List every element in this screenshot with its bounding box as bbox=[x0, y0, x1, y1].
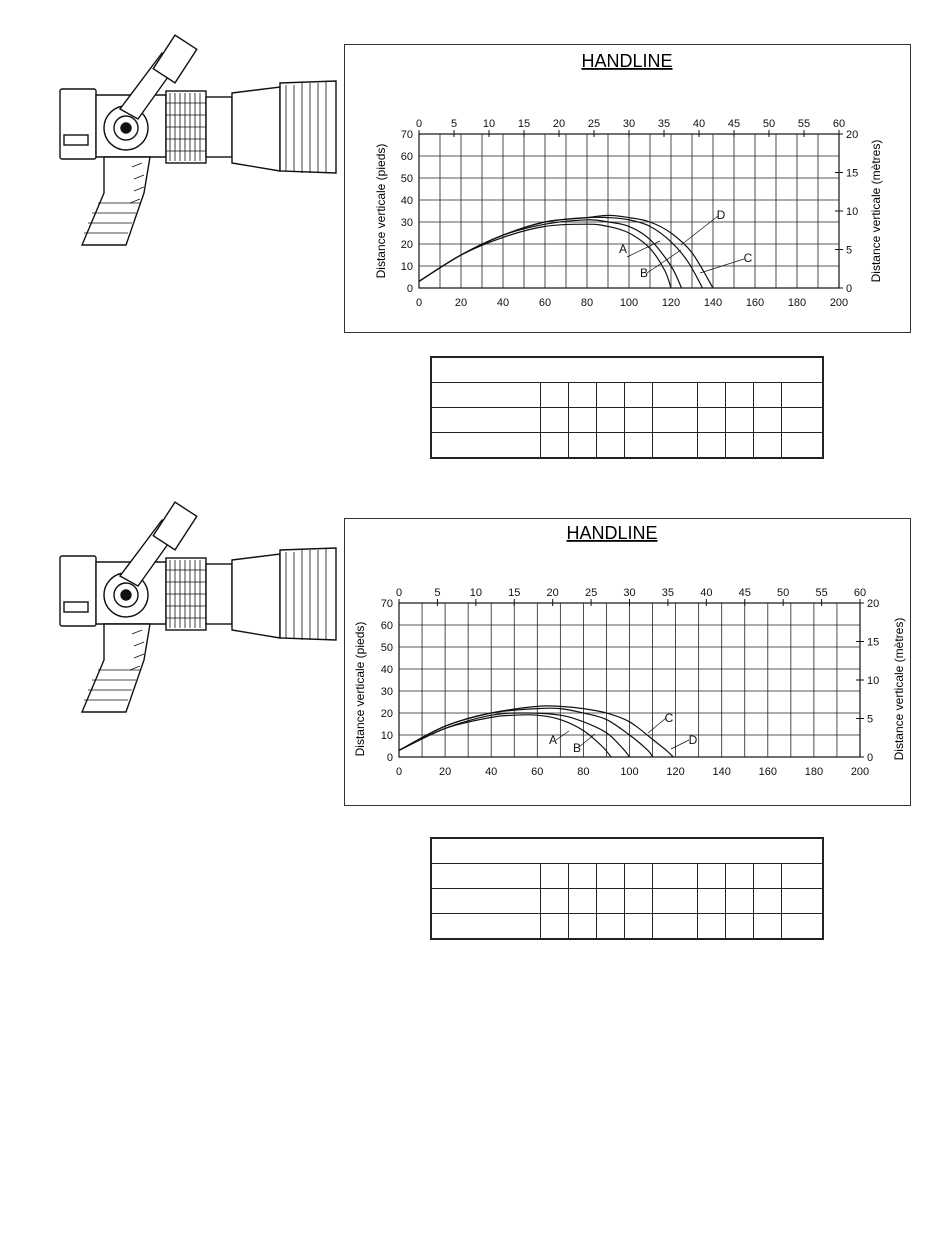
chart-title: HANDLINE bbox=[581, 51, 673, 71]
nozzle-illustration bbox=[54, 500, 344, 720]
top-tick-label: 15 bbox=[517, 118, 531, 130]
top-tick-label: 5 bbox=[450, 118, 458, 130]
bottom-tick-label: 60 bbox=[531, 766, 544, 778]
chart-panel bbox=[344, 518, 911, 806]
left-tick-label: 40 bbox=[380, 664, 393, 676]
curve-label: C bbox=[743, 251, 753, 265]
flow-table bbox=[430, 356, 824, 459]
trajectory-curve-c bbox=[419, 217, 703, 288]
left-tick-label: 60 bbox=[400, 151, 413, 163]
table-cell bbox=[725, 914, 753, 940]
chart-title: HANDLINE bbox=[566, 523, 658, 543]
bottom-tick-label: 100 bbox=[620, 766, 639, 778]
trajectory-chart bbox=[345, 519, 910, 805]
left-tick-label: 30 bbox=[380, 686, 393, 698]
table-cell bbox=[781, 864, 823, 889]
table-cell bbox=[725, 408, 753, 433]
bottom-tick-label: 0 bbox=[395, 766, 403, 778]
table-cell bbox=[624, 383, 652, 408]
table-cell bbox=[568, 889, 596, 914]
curve-label-leader bbox=[556, 731, 569, 740]
table-cell bbox=[781, 433, 823, 459]
table-cell bbox=[725, 383, 753, 408]
bottom-tick-label: 60 bbox=[538, 297, 552, 309]
curve-label-leader bbox=[681, 216, 718, 245]
table-cell bbox=[568, 864, 596, 889]
curve-label: B bbox=[639, 266, 649, 280]
table-cell bbox=[697, 408, 725, 433]
table-cell bbox=[568, 383, 596, 408]
table-header-row bbox=[431, 357, 823, 383]
right-tick-label: 15 bbox=[846, 167, 859, 180]
table-cell bbox=[753, 889, 781, 914]
bottom-tick-label: 120 bbox=[661, 297, 681, 309]
table-cell bbox=[652, 864, 697, 889]
top-tick-label: 0 bbox=[415, 118, 423, 130]
right-tick-label: 5 bbox=[867, 713, 874, 726]
right-tick-label: 15 bbox=[867, 636, 880, 649]
table-cell bbox=[652, 889, 697, 914]
top-tick-label: 55 bbox=[815, 587, 828, 599]
top-tick-label: 15 bbox=[508, 587, 521, 599]
top-tick-label: 30 bbox=[623, 587, 636, 599]
bottom-tick-label: 160 bbox=[758, 766, 777, 778]
table-cell bbox=[624, 864, 652, 889]
table-cell bbox=[596, 864, 624, 889]
table-cell bbox=[431, 383, 541, 408]
nozzle-illustration bbox=[54, 33, 344, 253]
table-cell bbox=[753, 408, 781, 433]
top-tick-label: 35 bbox=[657, 118, 671, 130]
table-cell bbox=[753, 433, 781, 459]
right-tick-label: 0 bbox=[867, 752, 874, 764]
bottom-tick-label: 80 bbox=[577, 766, 590, 778]
left-axis-label: Distance verticale (pieds) bbox=[353, 621, 367, 757]
top-tick-label: 35 bbox=[661, 587, 675, 599]
table-cell bbox=[781, 408, 823, 433]
left-tick-label: 20 bbox=[380, 708, 393, 720]
table-cell bbox=[725, 889, 753, 914]
bottom-tick-label: 140 bbox=[712, 766, 731, 778]
right-tick-label: 20 bbox=[867, 598, 880, 610]
left-tick-label: 60 bbox=[380, 620, 393, 632]
right-axis-label: Distance verticale (mètres) bbox=[869, 139, 883, 283]
table-cell bbox=[697, 864, 725, 889]
table-cell bbox=[596, 889, 624, 914]
table-cell bbox=[781, 914, 823, 940]
right-tick-label: 5 bbox=[846, 244, 853, 257]
table-cell bbox=[596, 433, 624, 459]
table-cell bbox=[781, 383, 823, 408]
table-cell bbox=[541, 408, 569, 433]
top-tick-label: 50 bbox=[762, 118, 776, 130]
table-cell bbox=[541, 864, 569, 889]
top-tick-label: 0 bbox=[395, 587, 403, 599]
table-cell bbox=[431, 838, 823, 864]
left-tick-label: 40 bbox=[400, 195, 413, 207]
table-cell bbox=[652, 383, 697, 408]
top-tick-label: 20 bbox=[546, 587, 559, 599]
right-tick-label: 20 bbox=[846, 129, 859, 141]
bottom-tick-label: 120 bbox=[666, 766, 685, 778]
left-tick-label: 10 bbox=[380, 730, 393, 742]
table-cell bbox=[431, 914, 541, 940]
curve-label: D bbox=[716, 208, 726, 222]
table-cell bbox=[596, 914, 624, 940]
top-tick-label: 25 bbox=[584, 587, 598, 599]
left-tick-label: 70 bbox=[380, 598, 393, 610]
table-cell bbox=[725, 433, 753, 459]
table-cell bbox=[652, 914, 697, 940]
right-tick-label: 10 bbox=[867, 675, 880, 687]
table-cell bbox=[697, 383, 725, 408]
table-row bbox=[431, 864, 823, 889]
table-cell bbox=[697, 914, 725, 940]
bottom-tick-label: 160 bbox=[745, 297, 765, 309]
table-cell bbox=[568, 408, 596, 433]
table-cell bbox=[431, 408, 541, 433]
trajectory-chart bbox=[345, 45, 910, 332]
left-tick-label: 0 bbox=[406, 283, 413, 295]
table-row bbox=[431, 914, 823, 940]
left-tick-label: 20 bbox=[400, 239, 413, 251]
top-tick-label: 25 bbox=[587, 118, 601, 130]
bottom-tick-label: 40 bbox=[496, 297, 510, 309]
right-axis-label: Distance verticale (mètres) bbox=[892, 617, 906, 761]
curve-label-leader bbox=[648, 718, 666, 733]
top-tick-label: 10 bbox=[482, 118, 496, 130]
top-tick-label: 45 bbox=[727, 118, 741, 130]
bottom-tick-label: 20 bbox=[438, 766, 452, 778]
left-tick-label: 30 bbox=[400, 217, 413, 229]
table-cell bbox=[652, 408, 697, 433]
table-cell bbox=[624, 914, 652, 940]
table-cell bbox=[753, 864, 781, 889]
top-tick-label: 60 bbox=[832, 118, 846, 130]
top-tick-label: 40 bbox=[700, 587, 713, 599]
right-tick-label: 0 bbox=[846, 283, 853, 295]
bottom-tick-label: 200 bbox=[829, 297, 849, 309]
table-cell bbox=[541, 914, 569, 940]
bottom-tick-label: 180 bbox=[787, 297, 807, 309]
left-tick-label: 70 bbox=[400, 129, 413, 141]
table-cell bbox=[568, 914, 596, 940]
table-cell bbox=[697, 889, 725, 914]
bottom-tick-label: 200 bbox=[850, 766, 870, 778]
table-cell bbox=[568, 433, 596, 459]
table-cell bbox=[541, 383, 569, 408]
table-cell bbox=[697, 433, 725, 459]
left-tick-label: 0 bbox=[386, 752, 393, 764]
curve-label-leader bbox=[579, 734, 595, 747]
top-tick-label: 20 bbox=[552, 118, 566, 130]
table-cell bbox=[725, 864, 753, 889]
curve-label: D bbox=[688, 733, 698, 747]
bottom-tick-label: 40 bbox=[485, 766, 498, 778]
table-cell bbox=[596, 408, 624, 433]
right-tick-label: 10 bbox=[846, 206, 859, 218]
top-tick-label: 5 bbox=[434, 587, 441, 599]
table-cell bbox=[541, 889, 569, 914]
table-row bbox=[431, 408, 823, 433]
top-tick-label: 10 bbox=[469, 587, 482, 599]
table-cell bbox=[431, 889, 541, 914]
table-row bbox=[431, 433, 823, 459]
table-cell bbox=[431, 357, 823, 383]
bottom-tick-label: 0 bbox=[415, 297, 423, 309]
chart-panel bbox=[344, 44, 911, 333]
curve-label-leader bbox=[671, 740, 689, 749]
flow-table bbox=[430, 837, 824, 940]
table-header-row bbox=[431, 838, 823, 864]
table-cell bbox=[624, 889, 652, 914]
bottom-tick-label: 180 bbox=[804, 766, 824, 778]
top-tick-label: 60 bbox=[853, 587, 867, 599]
table-cell bbox=[624, 408, 652, 433]
bottom-tick-label: 100 bbox=[619, 297, 639, 309]
bottom-tick-label: 80 bbox=[580, 297, 594, 309]
left-tick-label: 50 bbox=[400, 173, 413, 185]
curve-label: A bbox=[548, 733, 558, 747]
table-row bbox=[431, 889, 823, 914]
bottom-tick-label: 140 bbox=[703, 297, 723, 309]
table-cell bbox=[781, 889, 823, 914]
left-tick-label: 10 bbox=[400, 261, 413, 273]
table-cell bbox=[753, 383, 781, 408]
table-cell bbox=[753, 914, 781, 940]
bottom-tick-label: 20 bbox=[454, 297, 468, 309]
table-cell bbox=[431, 864, 541, 889]
top-tick-label: 30 bbox=[622, 118, 636, 130]
left-axis-label: Distance verticale (pieds) bbox=[374, 143, 388, 279]
table-row bbox=[431, 383, 823, 408]
table-cell bbox=[596, 383, 624, 408]
curve-label: A bbox=[618, 242, 628, 256]
top-tick-label: 45 bbox=[738, 587, 751, 599]
table-cell bbox=[624, 433, 652, 459]
left-tick-label: 50 bbox=[380, 642, 393, 654]
table-cell bbox=[431, 433, 541, 459]
table-cell bbox=[652, 433, 697, 459]
table-cell bbox=[541, 433, 569, 459]
curve-label: C bbox=[664, 711, 674, 725]
curve-label: B bbox=[572, 741, 582, 755]
top-tick-label: 50 bbox=[777, 587, 790, 599]
top-tick-label: 55 bbox=[797, 118, 811, 130]
top-tick-label: 40 bbox=[692, 118, 706, 130]
